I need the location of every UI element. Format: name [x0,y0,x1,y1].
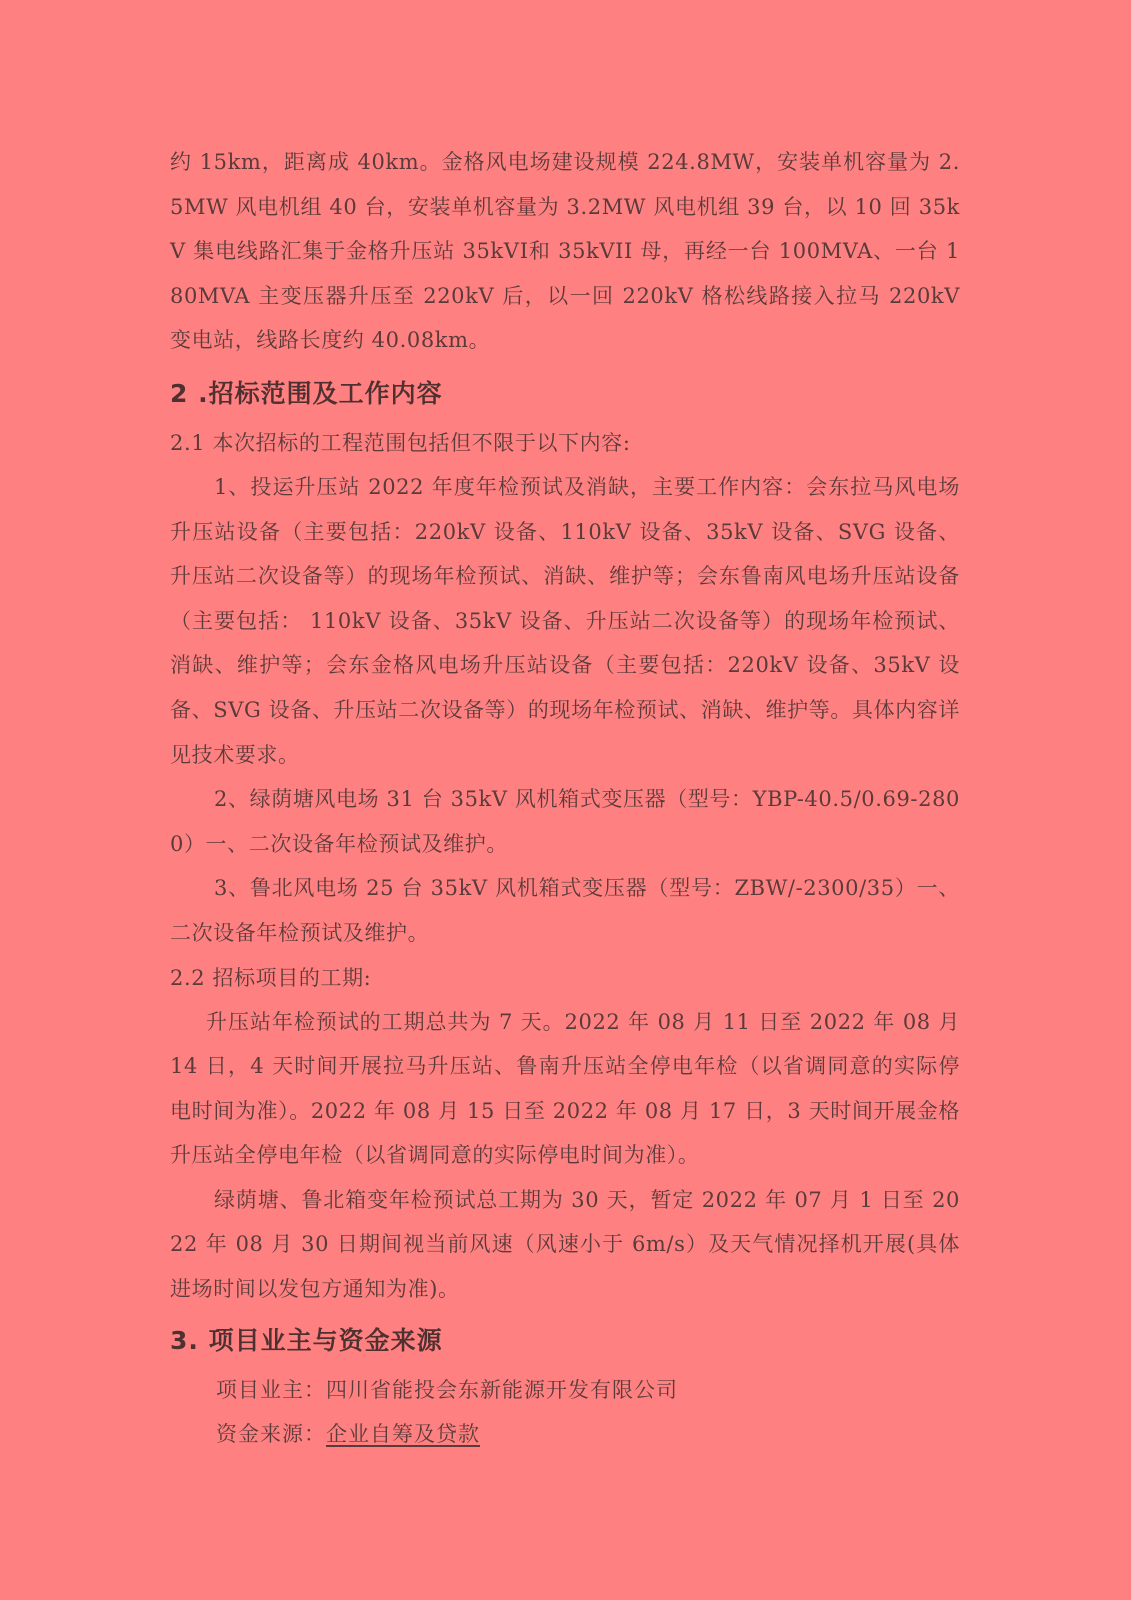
section-2-heading: 2 .招标范围及工作内容 [170,378,443,408]
construction-period-paragraph-2: 绿荫塘、鲁北箱变年检预试总工期为 30 天，暂定 2022 年 07 月 1 日至 2022 年 08 月 30 日期间视当前风速（风速小于 6m/s）及天气情况择机开展(具体进场时间以发包方通知为准)。 [170,1187,960,1302]
scope-item-2: 2、绿荫塘风电场 31 台 35kV 风机箱式变压器（型号：YBP-40.5/0.69-2800）一、二次设备年检预试及维护。 [170,787,960,856]
intro-paragraph: 约 15km，距离成 40km。金格风电场建设规模 224.8MW，安装单机容量为 2.5MW 风电机组 40 台，安装单机容量为 3.2MW 风电机组 39 台，以 10 回 35kV 集电线路汇集于金格升压站 35kVⅠ和 35kVII 母，再经一台 100MVA、一台 180MVA 主变压器升压至 220kV 后，以一回 220kV 格松线路接入拉马 220kV 变电站，线路长度约 40.08km。 [170,150,960,353]
section-2-2-title: 2.2 招标项目的工期: [170,965,372,990]
construction-period-paragraph-1: 升压站年检预试的工期总共为 7 天。2022 年 08 月 11 日至 2022 年 08 月 14 日，4 天时间开展拉马升压站、鲁南升压站全停电年检（以省调同意的实际停电时间为准）。2022 年 08 月 15 日至 2022 年 08 月 17 日，3 天时间开展金格升压站全停电年检（以省调同意的实际停电时间为准）。 [170,1009,960,1168]
project-owner-line [170,1368,960,1412]
section-3-heading: 3. 项目业主与资金来源 [170,1325,443,1355]
funding-source-line [170,1412,960,1456]
document-body [170,140,960,1456]
section-2-1-title: 2.1 本次招标的工程范围包括但不限于以下内容: [170,430,631,455]
project-owner-label: 项目业主： [216,1377,326,1402]
project-owner-value: 四川省能投会东新能源开发有限公司 [326,1377,678,1402]
scope-item-1: 1、投运升压站 2022 年度年检预试及消缺，主要工作内容：会东拉马风电场升压站设备（主要包括：220kV 设备、110kV 设备、35kV 设备、SVG 设备、升压站二次设备等）的现场年检预试、消缺、维护等；会东鲁南风电场升压站设备（主要包括： 110kV 设备、35kV 设备、升压站二次设备等）的现场年检预试、消缺、维护等；会东金格风电场升压站设备（主要包括：220kV 设备、35kV 设备、SVG 设备、升压站二次设备等）的现场年检预试、消缺、维护等。具体内容详见技术要求。 [170,474,961,767]
scope-item-3: 3、鲁北风电场 25 台 35kV 风机箱式变压器（型号：ZBW/-2300/35）一、二次设备年检预试及维护。 [170,876,960,945]
funding-source-value: 企业自筹及贷款 [326,1421,480,1446]
funding-source-label: 资金来源： [216,1421,326,1446]
